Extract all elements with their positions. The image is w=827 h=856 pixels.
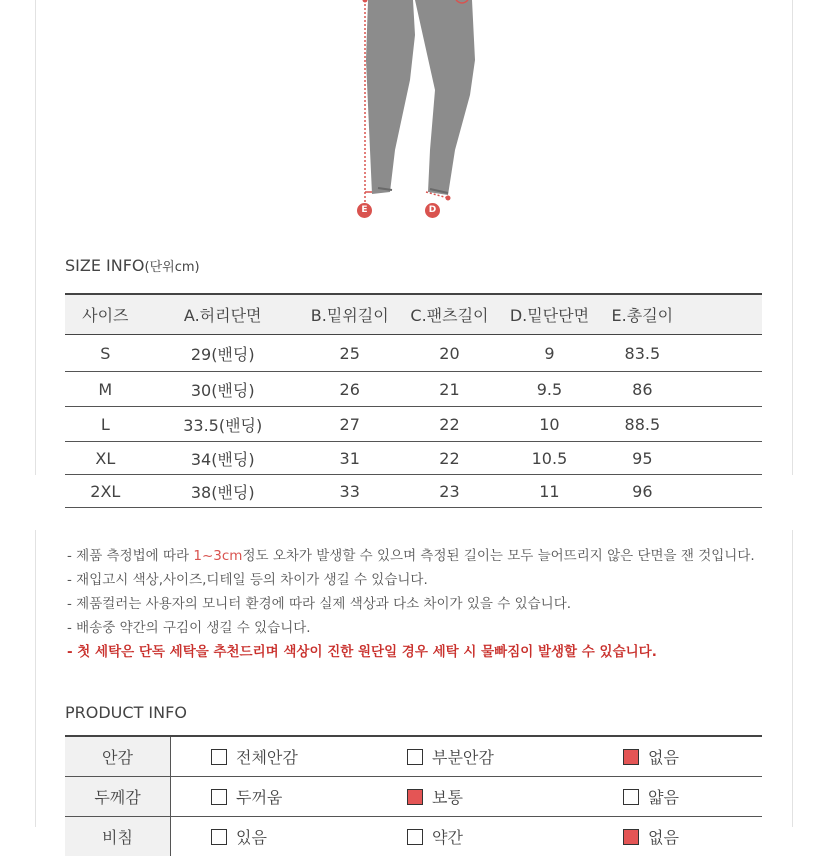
option-label: 약간 (432, 828, 463, 847)
cell-waist: 30(밴딩) (146, 372, 300, 407)
checkbox (211, 749, 227, 765)
product-info-table (65, 735, 762, 856)
checkbox (211, 829, 227, 845)
checkbox (211, 789, 227, 805)
checkbox (623, 789, 639, 805)
cell-hem: 9.5 (499, 372, 599, 407)
note-measurement (67, 544, 755, 568)
left-page-border-lower (35, 530, 36, 827)
right-page-border-lower (792, 530, 793, 827)
note-highlight: 1~3cm (193, 548, 242, 564)
header-total-length: E.총길이 (600, 294, 686, 335)
table-row (65, 442, 762, 475)
checkbox (407, 829, 423, 845)
cell-waist: 38(밴딩) (146, 475, 300, 508)
table-row (65, 335, 762, 372)
checkbox-checked (623, 749, 639, 765)
cell-spacer (685, 335, 762, 372)
cell-total-length: 88.5 (600, 407, 686, 442)
option (171, 777, 368, 817)
size-info-unit: (단위cm) (145, 260, 200, 275)
option (583, 817, 762, 856)
option (583, 777, 762, 817)
pants-diagram (330, 0, 500, 225)
row-label: 안감 (65, 736, 171, 777)
right-page-border (792, 0, 793, 475)
cell-total-length: 96 (600, 475, 686, 508)
product-row-thickness (65, 777, 762, 817)
cell-pants-length: 21 (400, 372, 500, 407)
option-label: 있음 (236, 828, 267, 847)
size-table-header (65, 294, 762, 335)
marker-d: D (425, 203, 440, 218)
header-spacer (685, 294, 762, 335)
size-table (65, 293, 762, 508)
note-washing: - 첫 세탁은 단독 세탁을 추천드리며 색상이 진한 원단일 경우 세탁 시 물빠짐이 발생할 수 있습니다. (67, 640, 755, 664)
note-shipping: - 배송중 약간의 구김이 생길 수 있습니다. (67, 616, 755, 640)
cell-size: S (65, 335, 146, 372)
cell-total-length: 86 (600, 372, 686, 407)
option (171, 817, 368, 856)
cell-pants-length: 22 (400, 407, 500, 442)
marker-e: E (357, 203, 372, 218)
size-info-title (65, 256, 200, 275)
option-label: 얇음 (648, 788, 679, 807)
header-size: 사이즈 (65, 294, 146, 335)
note-text: - 제품 측정법에 따라 (67, 548, 193, 564)
cell-hem: 11 (499, 475, 599, 508)
option (367, 777, 583, 817)
option-label: 두꺼움 (236, 788, 282, 807)
left-page-border (35, 0, 36, 475)
cell-spacer (685, 442, 762, 475)
cell-size: L (65, 407, 146, 442)
checkbox-checked (623, 829, 639, 845)
product-row-sheerness (65, 817, 762, 856)
size-info-label: SIZE INFO (65, 256, 145, 275)
cell-rise: 27 (300, 407, 400, 442)
cell-hem: 10 (499, 407, 599, 442)
note-text: 정도 오차가 발생할 수 있으며 측정된 길이는 모두 늘어뜨리지 않은 단면을 잰 것입니다. (242, 548, 754, 564)
cell-spacer (685, 475, 762, 508)
cell-spacer (685, 372, 762, 407)
option-label: 없음 (648, 828, 679, 847)
row-label: 두께감 (65, 777, 171, 817)
table-row (65, 475, 762, 508)
cell-size: M (65, 372, 146, 407)
row-label: 비침 (65, 817, 171, 856)
cell-pants-length: 20 (400, 335, 500, 372)
cell-rise: 33 (300, 475, 400, 508)
cell-rise: 26 (300, 372, 400, 407)
option (367, 736, 583, 777)
option-label: 전체안감 (236, 748, 298, 767)
checkbox-checked (407, 789, 423, 805)
cell-waist: 33.5(밴딩) (146, 407, 300, 442)
table-row (65, 407, 762, 442)
cell-total-length: 95 (600, 442, 686, 475)
header-waist: A.허리단면 (146, 294, 300, 335)
cell-size: XL (65, 442, 146, 475)
option (171, 736, 368, 777)
note-restock: - 재입고시 색상,사이즈,디테일 등의 차이가 생길 수 있습니다. (67, 568, 755, 592)
cell-rise: 31 (300, 442, 400, 475)
table-row (65, 372, 762, 407)
product-row-lining (65, 736, 762, 777)
cell-total-length: 83.5 (600, 335, 686, 372)
cell-pants-length: 22 (400, 442, 500, 475)
option-label: 부분안감 (432, 748, 494, 767)
note-color: - 제품컬러는 사용자의 모니터 환경에 따라 실제 색상과 다소 차이가 있을 수 있습니다. (67, 592, 755, 616)
cell-waist: 29(밴딩) (146, 335, 300, 372)
cell-waist: 34(밴딩) (146, 442, 300, 475)
cell-spacer (685, 407, 762, 442)
option-label: 보통 (432, 788, 463, 807)
cell-hem: 9 (499, 335, 599, 372)
product-info-title: PRODUCT INFO (65, 703, 187, 722)
option (367, 817, 583, 856)
cell-size: 2XL (65, 475, 146, 508)
checkbox (407, 749, 423, 765)
cell-rise: 25 (300, 335, 400, 372)
cell-hem: 10.5 (499, 442, 599, 475)
option (583, 736, 762, 777)
header-hem: D.밑단단면 (499, 294, 599, 335)
option-label: 없음 (648, 748, 679, 767)
notes-list (67, 544, 755, 664)
cell-pants-length: 23 (400, 475, 500, 508)
header-rise: B.밑위길이 (300, 294, 400, 335)
header-pants-length: C.팬츠길이 (400, 294, 500, 335)
